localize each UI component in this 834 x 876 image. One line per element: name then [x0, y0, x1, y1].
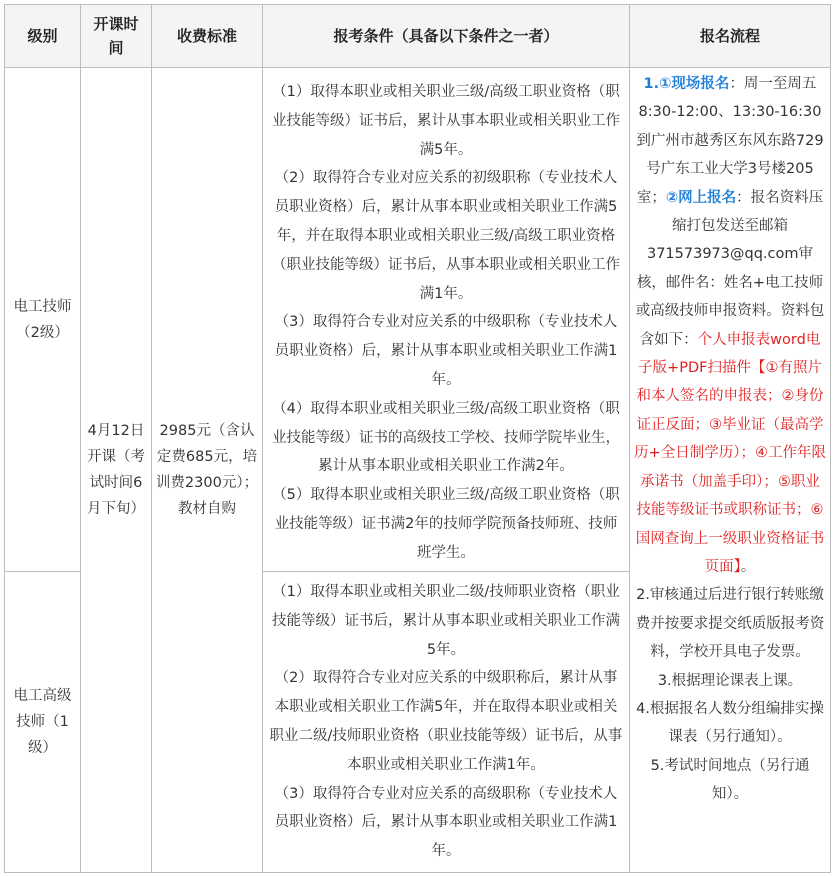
condition-item: （1）取得本职业或相关职业三级/高级工职业资格（职业技能等级）证书后，累计从事本职业或相关职业工作满5年。: [272, 84, 620, 158]
header-start-time: 开课时间: [81, 5, 152, 68]
process-step-4: 4.根据报名人数分组编排实操课表（另行通知）。: [636, 700, 824, 746]
fee-cell: 2985元（含认定费685元，培训费2300元）；教材自购: [152, 68, 263, 873]
process-step-3: 3.根据理论课表上课。: [657, 672, 803, 689]
header-row: [5, 5, 831, 68]
start-time-cell: 4月12日开课（考试时间6月下旬）: [81, 68, 152, 873]
process-step-5: 5.考试时间地点（另行通知）。: [650, 757, 810, 803]
condition-item: （5）取得本职业或相关职业三级/高级工职业资格（职业技能等级）证书满2年的技师学院预备技师班、技师班学生。: [272, 487, 620, 561]
header-level: 级别: [5, 5, 81, 68]
process-step-2: 2.审核通过后进行银行转账缴费并按要求提交纸质版报考资料，学校开具电子发票。: [635, 587, 825, 661]
header-conditions: 报考条件（具备以下条件之一者）: [263, 5, 630, 68]
onsite-text: ：周一至周五8:30-12:00、13:30-16:30到广州市越秀区东风东路729号广东工业大学3号楼205室；: [636, 76, 824, 206]
header-process: 报名流程: [630, 5, 831, 68]
training-info-table: [4, 4, 831, 873]
condition-item: （2）取得符合专业对应关系的中级职称后，累计从事本职业或相关职业工作满5年，并在取得本职业或相关职业二级/技师职业资格（职业技能等级）证书后，从事本职业或相关职业工作满1年。: [269, 670, 623, 773]
condition-item: （4）取得本职业或相关职业三级/高级工职业资格（职业技能等级）证书的高级技工学校、技师学院毕业生，累计从事本职业或相关职业工作满2年。: [272, 400, 620, 475]
level-senior-technician: 电工高级技师（1级）: [5, 572, 81, 873]
onsite-label: ①现场报名: [659, 76, 730, 92]
conditions-technician: [263, 68, 630, 572]
conditions-senior-technician: [263, 572, 630, 873]
condition-item: （3）取得符合专业对应关系的高级职称（专业技术人员职业资格）后，累计从事本职业或相关职业工作满1年。: [274, 785, 618, 860]
required-form-note: 个人申报表word电子版+PDF扫描件: [638, 331, 821, 377]
step-1-number: 1.: [643, 76, 660, 92]
registration-process: [630, 68, 831, 873]
required-materials-list: 【①有照片和本人签名的申报表；②身份证正反面；③毕业证（最高学历+全日制学历）；④工作年限承诺书（加盖手印）；⑤职业技能等级证书或职称证书；⑥国网查询上一级职业资格证书页面】: [634, 360, 826, 575]
table-row-technician: [5, 68, 831, 572]
condition-item: （1）取得本职业或相关职业二级/技师职业资格（职业技能等级）证书后，累计从事本职业或相关职业工作满5年。: [272, 584, 620, 658]
condition-item: （3）取得符合专业对应关系的中级职称（专业技术人员职业资格）后，累计从事本职业或相关职业工作满1年。: [274, 314, 618, 388]
process-step-1: [634, 70, 826, 581]
level-technician: 电工技师（2级）: [5, 68, 81, 572]
step-1-end: 。: [740, 558, 756, 575]
online-text: ：报名资料压缩打包发送至邮箱371573973@qq.com审核，邮件名：姓名+电工技师或高级技师申报资料。资料包含如下：: [635, 189, 825, 348]
header-fee: 收费标准: [152, 5, 263, 68]
condition-item: （2）取得符合专业对应关系的初级职称（专业技术人员职业资格）后，累计从事本职业或相关职业工作满5年，并在取得本职业或相关职业三级/高级工职业资格（职业技能等级）证书后，从事本职业或相关职业工作满1年。: [272, 170, 620, 302]
online-label: ②网上报名: [665, 189, 737, 206]
